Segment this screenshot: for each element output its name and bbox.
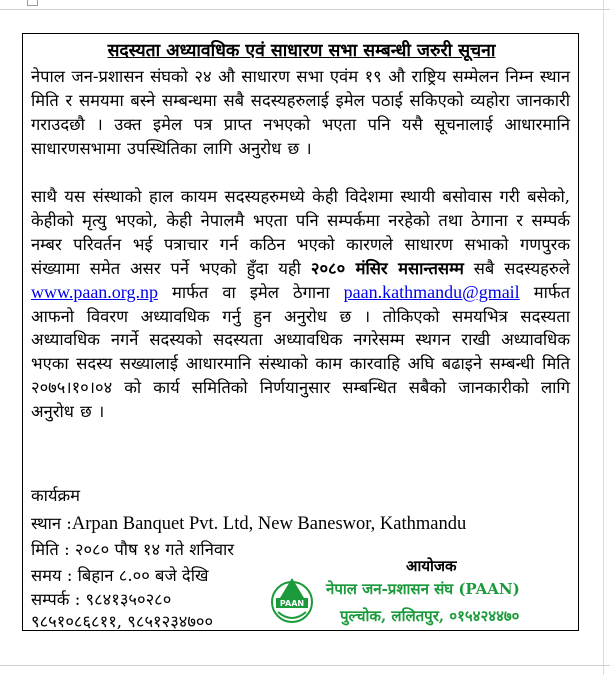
paragraph-text: साथै यस संस्थाको हाल कायम सदस्यहरुमध्ये केही विदेशमा स्थायी बसोवास गरी बसेको, केहीको मृत्यु भएको, केही नेपालमै भएता पनि सम्पर्कमा नरहेको तथा ठेगाना र सम्पर्क नम्बर परिवर्तन भई पत्राचार गर्न कठिन भएको कारणले साधारण सभाको गणपुरक संख्यामा समेत असर पर्ने भएको हुँदा यही xyxy=(31,187,570,278)
contact-line-2 xyxy=(31,610,213,634)
notice-frame xyxy=(22,33,579,631)
paragraph-text: मार्फत वा इमेल ठेगाना xyxy=(157,282,344,302)
organizer-block xyxy=(268,554,568,632)
paragraph-text: मार्फत आफनो विवरण अध्यावधिक गर्नु हुन अनुरोध छ । तोकिएको समयभित्र सदस्यता अध्यावधिक नगर्ने सदस्यको सदस्यता अध्यावधिक नगरेसम्म स्थगन राखी अध्यावधिक भएका सदस्य सख्यालाई आधारमानि संस्थाको काम कारवाहि अघि बढाइने सम्बन्धी मिति २०७५।१०।०४ को कार्य समितिको निर्णयानुसार सम्बन्धित सबैको जानकारीको लागि अनुरोध छ । xyxy=(31,282,570,422)
notice-title: सदस्यता अध्यावधिक एवं साधारण सभा सम्बन्धी जरुरी सूचना xyxy=(107,41,496,61)
organizer-address: पुल्चोक, ललितपुर, ०१५४२४४७० xyxy=(340,607,520,625)
notice-paragraph-2 xyxy=(31,185,570,424)
notice-paragraph-1: नेपाल जन-प्रशासन संघको २४ औ साधारण सभा एवंम १९ औ राष्ट्रिय सम्मेलन निम्न स्थान मिति र समयमा बस्ने सम्बन्धमा सबै सदस्यहरुलाई इमेल पठाई सकिएको व्यहोरा जानकारी गराउदछौ । उक्त इमेल पत्र प्राप्त नभएको भएता पनि यसै सूचनालाई आधारमानि साधारणसभामा उपस्थितिका लागि अनुरोध छ । xyxy=(31,67,570,158)
venue-label: स्थान : xyxy=(31,514,72,533)
website-link[interactable]: www.paan.org.np xyxy=(31,281,158,302)
window-control-box[interactable] xyxy=(27,0,38,6)
organizer-name: नेपाल जन-प्रशासन संघ (PAAN) xyxy=(326,580,520,598)
contact-label: सम्पर्क : xyxy=(31,590,81,609)
paragraph-text: सबै सदस्यहरुले xyxy=(463,258,570,278)
time-line xyxy=(31,564,208,588)
date-label: मिति : xyxy=(31,540,70,559)
time-value: बिहान ८.०० बजे देखि xyxy=(77,566,209,585)
paan-logo-icon xyxy=(270,572,314,628)
contact-line xyxy=(31,588,171,612)
venue-line xyxy=(31,512,466,536)
window-top-border xyxy=(0,9,610,10)
scrollbar-edge xyxy=(603,0,604,675)
date-value: २०८० पौष १४ गते शनिवार xyxy=(74,540,235,559)
time-label: समय : xyxy=(31,566,73,585)
venue-value: Arpan Banquet Pvt. Ltd, New Baneswor, Kathmandu xyxy=(71,514,467,534)
contact-value-2: ९८५१०८६८११, ९८५१२३४७०० xyxy=(31,612,214,631)
date-line xyxy=(31,538,234,562)
organizer-label: आयोजक xyxy=(406,557,457,575)
email-link[interactable]: paan.kathmandu@gmail xyxy=(343,281,520,302)
window-bottom-border xyxy=(0,665,610,666)
program-heading: कार्यक्रम xyxy=(31,486,81,505)
contact-value-1: ९८४१३५०२८० xyxy=(85,590,172,609)
deadline-date: २०८० मंसिर मसान्तसम्म xyxy=(310,258,464,278)
logo-text: PAAN xyxy=(279,599,305,608)
